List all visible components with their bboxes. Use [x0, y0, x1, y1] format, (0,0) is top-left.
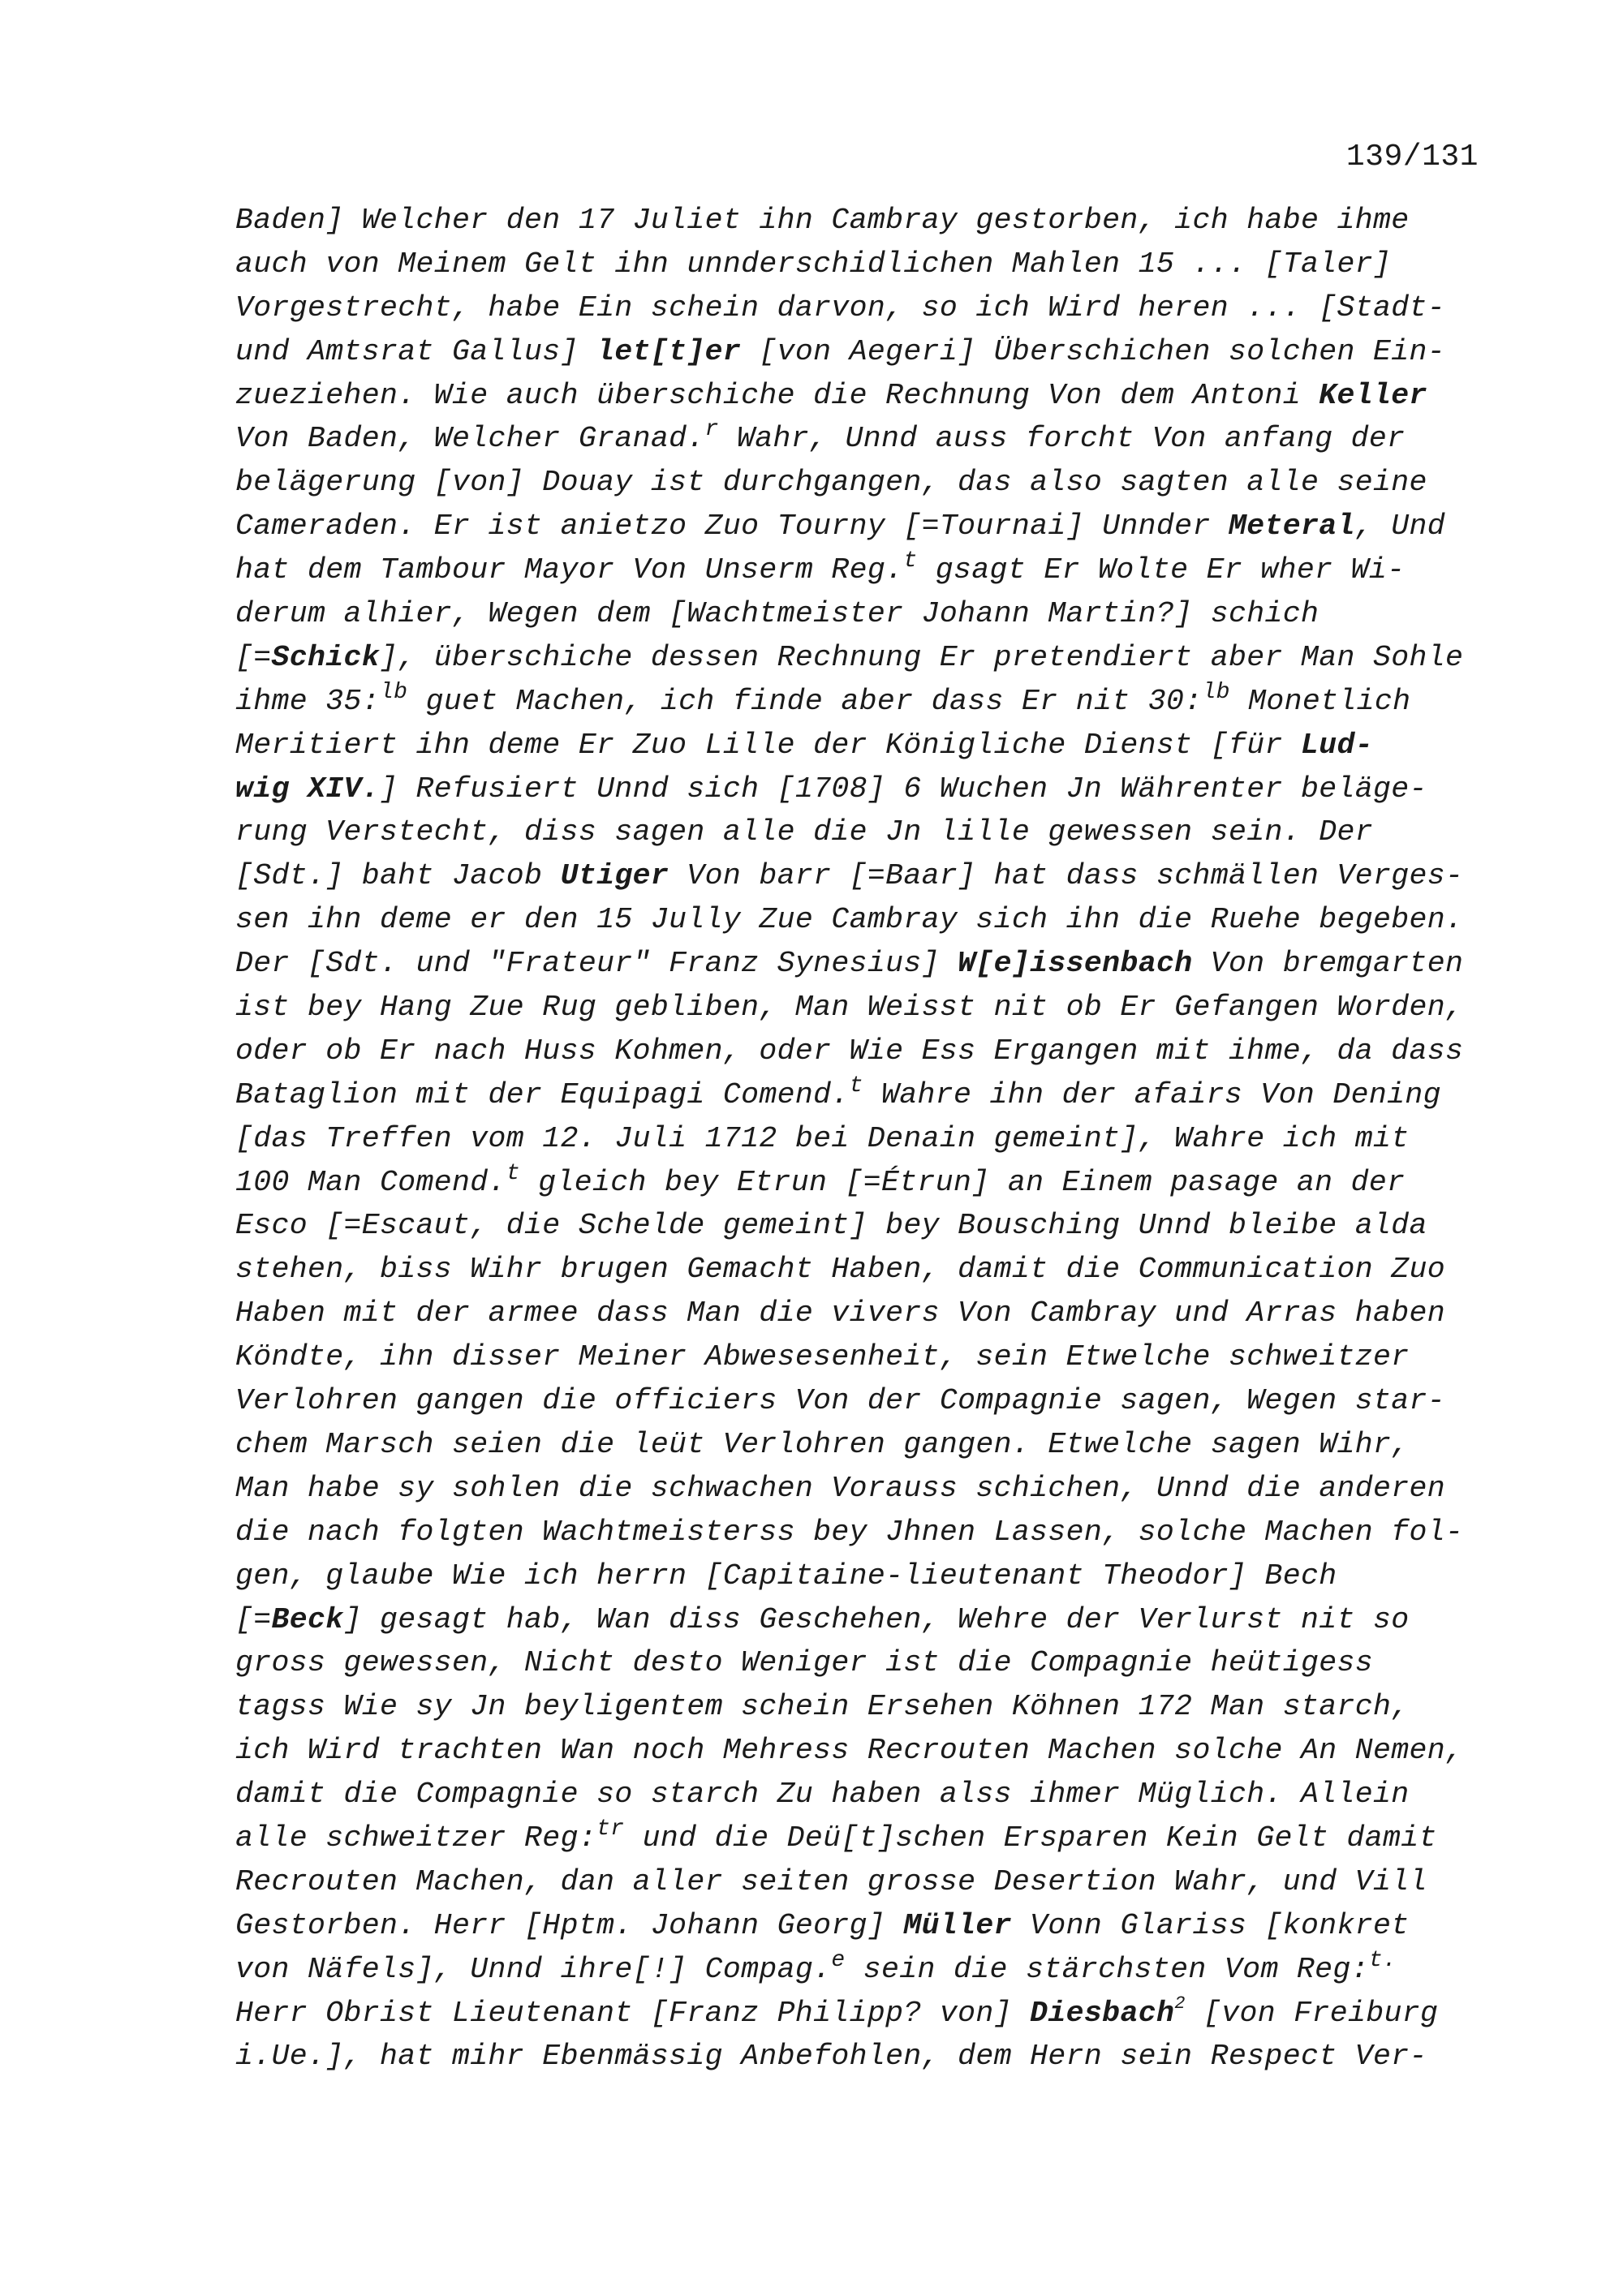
- text-run: chem Marsch seien die leüt Verlohren gangen. Etwelche sagen Wihr,: [235, 1427, 1410, 1461]
- superscript: t.: [1368, 1947, 1397, 1973]
- text-run: Köndte, ihn disser Meiner Abwesesenheit, sein Etwelche schweitzer: [235, 1340, 1410, 1374]
- text-line: [235, 942, 1501, 986]
- text-line: [235, 243, 1501, 286]
- text-line: [235, 854, 1501, 898]
- text-line: [235, 330, 1501, 374]
- text-line: [235, 1161, 1501, 1205]
- text-line: [235, 592, 1501, 636]
- text-run: gen, glaube Wie ich herrn [Capitaine-lieutenant Theodor] Bech: [235, 1559, 1337, 1593]
- bold-name: wig XIV.: [235, 772, 381, 806]
- text-run: [=: [235, 640, 272, 674]
- text-run: tagss Wie sy Jn beyligentem schein Ersehen Köhnen 172 Man starch,: [235, 1690, 1410, 1724]
- text-run: stehen, biss Wihr brugen Gemacht Haben, damit die Communication Zuo: [235, 1253, 1445, 1287]
- text-run: Vorgestrecht, habe Ein schein darvon, so ich Wird heren ... [Stadt-: [235, 290, 1445, 325]
- text-line: [235, 1948, 1501, 1992]
- text-line: [235, 1073, 1501, 1117]
- text-run: Gestorben. Herr [Hptm. Johann Georg]: [235, 1908, 904, 1942]
- text-line: [235, 505, 1501, 548]
- text-line: [235, 1992, 1501, 2036]
- text-line: [235, 1511, 1501, 1554]
- bold-name: Diesbach: [1030, 1996, 1175, 2030]
- text-run: gsagt Er Wolte Er wher Wi-: [917, 553, 1406, 587]
- text-run: gleich bey Etrun [=Étrun] an Einem pasage an der: [519, 1165, 1406, 1199]
- superscript: 2: [1174, 1993, 1186, 2014]
- text-run: rung Verstecht, diss sagen alle die Jn lille gewessen sein. Der: [235, 815, 1373, 849]
- text-run: zueziehen. Wie auch überschiche die Rechnung Von dem Antoni: [235, 378, 1319, 412]
- text-line: [235, 767, 1501, 811]
- text-run: Recrouten Machen, dan aller seiten grosse Desertion Wahr, und Vill: [235, 1864, 1427, 1898]
- text-run: , Und: [1354, 510, 1446, 544]
- bold-name: Schick: [271, 640, 381, 674]
- text-line: [235, 1423, 1501, 1467]
- text-run: Von barr [=Baar] hat dass schmällen Verges-: [669, 859, 1464, 893]
- text-run: Vonn Glariss [konkret: [1011, 1908, 1410, 1942]
- text-line: [235, 417, 1501, 461]
- text-run: [das Treffen vom 12. Juli 1712 bei Denain gemeint], Wahre ich mit: [235, 1121, 1410, 1155]
- text-line: [235, 1379, 1501, 1423]
- text-run: alle schweitzer Reg:: [235, 1821, 597, 1855]
- text-run: Man habe sy sohlen die schwachen Vorauss schichen, Unnd die anderen: [235, 1471, 1445, 1505]
- text-run: i.Ue.], hat mihr Ebenmässig Anbefohlen, dem Hern sein Respect Ver-: [235, 2040, 1427, 2074]
- text-run: damit die Compagnie so starch Zu haben alss ihmer Müglich. Allein: [235, 1778, 1410, 1812]
- text-run: Meritiert ihn deme Er Zuo Lille der Königliche Dienst [für: [235, 728, 1301, 762]
- text-run: ich Wird trachten Wan noch Mehress Recrouten Machen solche An Nemen,: [235, 1734, 1464, 1768]
- body-text: [235, 199, 1501, 2079]
- text-run: derum alhier, Wegen dem [Wachtmeister Johann Martin?] schich: [235, 597, 1319, 631]
- text-run: Monetlich: [1229, 684, 1411, 718]
- bold-name: Keller: [1319, 378, 1427, 412]
- text-line: [235, 548, 1501, 592]
- text-line: [235, 1641, 1501, 1685]
- text-run: ihme 35:: [235, 684, 381, 718]
- text-run: Cameraden. Er ist anietzo Zuo Tourny [=Tournai] Unnder: [235, 510, 1229, 544]
- text-run: [von Aegeri] Überschichen solchen Ein-: [741, 334, 1445, 368]
- text-line: [235, 1860, 1501, 1904]
- bold-name: Beck: [271, 1602, 344, 1636]
- text-run: Der [Sdt. und "Frateur" Franz Synesius]: [235, 947, 958, 981]
- bold-name: let[t]er: [596, 334, 742, 368]
- text-run: auch von Meinem Gelt ihn unnderschidlichen Mahlen 15 ... [Taler]: [235, 247, 1392, 281]
- text-run: ], überschiche dessen Rechnung Er pretendiert aber Man Sohle: [380, 640, 1464, 674]
- text-run: und Amtsrat Gallus]: [235, 334, 597, 368]
- text-run: [Sdt.] baht Jacob: [235, 859, 561, 893]
- text-line: [235, 1773, 1501, 1817]
- text-run: Baden] Welcher den 17 Juliet ihn Cambray gestorben, ich habe ihme: [235, 204, 1410, 237]
- text-run: ist bey Hang Zue Rug gebliben, Man Weisst nit ob Er Gefangen Worden,: [235, 991, 1464, 1025]
- text-line: [235, 1335, 1501, 1379]
- text-line: [235, 1817, 1501, 1860]
- text-line: [235, 1248, 1501, 1292]
- text-run: Bataglion mit der Equipagi Comend.: [235, 1077, 850, 1111]
- superscript: e: [831, 1947, 846, 1973]
- text-line: [235, 2035, 1501, 2079]
- text-run: hat dem Tambour Mayor Von Unserm Reg.: [235, 553, 904, 587]
- text-run: guet Machen, ich finde aber dass Er nit 30:: [407, 684, 1203, 718]
- text-line: [235, 199, 1501, 243]
- superscript: tr: [596, 1816, 625, 1842]
- superscript: t: [506, 1160, 520, 1186]
- text-line: [235, 986, 1501, 1030]
- text-run: ] Refusiert Unnd sich [1708] 6 Wuchen Jn Währenter beläge-: [380, 772, 1427, 806]
- text-line: [235, 1904, 1501, 1948]
- text-line: [235, 1729, 1501, 1773]
- text-run: 100 Man Comend.: [235, 1165, 506, 1199]
- text-run: belägerung [von] Douay ist durchgangen, das also sagten alle seine: [235, 466, 1427, 500]
- text-run: und die Deü[t]schen Ersparen Kein Gelt damit: [624, 1821, 1437, 1855]
- text-run: Verlohren gangen die officiers Von der Compagnie sagen, Wegen star-: [235, 1384, 1445, 1418]
- page-number: 139/131: [1345, 140, 1479, 174]
- text-line: [235, 724, 1501, 767]
- text-line: [235, 1598, 1501, 1642]
- text-run: sen ihn deme er den 15 Jully Zue Cambray sich ihn die Ruehe begeben.: [235, 903, 1464, 937]
- text-run: Herr Obrist Lieutenant [Franz Philipp? von]: [235, 1996, 1031, 2030]
- bold-name: Meteral: [1228, 510, 1355, 544]
- text-line: [235, 898, 1501, 942]
- text-run: [=: [235, 1602, 272, 1636]
- text-line: [235, 1685, 1501, 1729]
- superscript: lb: [1202, 679, 1230, 705]
- text-run: Wahre ihn der afairs Von Dening: [863, 1077, 1441, 1111]
- text-line: [235, 636, 1501, 680]
- text-line: [235, 461, 1501, 505]
- bold-name: Lud-: [1300, 728, 1373, 762]
- text-run: Esco [=Escaut, die Schelde gemeint] bey Bousching Unnd bleibe alda: [235, 1209, 1427, 1243]
- superscript: r: [704, 417, 719, 443]
- text-run: Wahr, Unnd auss forcht Von anfang der: [718, 422, 1406, 456]
- text-line: [235, 1554, 1501, 1598]
- text-run: ] gesagt hab, Wan diss Geschehen, Wehre der Verlurst nit so: [343, 1602, 1410, 1636]
- text-run: die nach folgten Wachtmeisterss bey Jhnen Lassen, solche Machen fol-: [235, 1515, 1464, 1549]
- text-line: [235, 1292, 1501, 1335]
- text-line: [235, 1204, 1501, 1248]
- text-run: von Näfels], Unnd ihre[!] Compag.: [235, 1952, 832, 1986]
- text-line: [235, 374, 1501, 418]
- text-run: sein die stärchsten Vom Reg:: [845, 1952, 1369, 1986]
- bold-name: Müller: [903, 1908, 1012, 1942]
- text-run: oder ob Er nach Huss Kohmen, oder Wie Ess Ergangen mit ihme, da dass: [235, 1034, 1464, 1068]
- text-run: gross gewessen, Nicht desto Weniger ist die Compagnie heütigess: [235, 1646, 1373, 1680]
- bold-name: Utiger: [560, 859, 669, 893]
- text-line: [235, 1117, 1501, 1161]
- text-run: Haben mit der armee dass Man die vivers Von Cambray und Arras haben: [235, 1296, 1445, 1331]
- superscript: t: [903, 548, 918, 574]
- text-run: [von Freiburg: [1185, 1996, 1439, 2030]
- text-line: [235, 286, 1501, 330]
- text-line: [235, 1467, 1501, 1511]
- text-run: Von bremgarten: [1192, 947, 1464, 981]
- superscript: lb: [380, 679, 408, 705]
- text-line: [235, 1030, 1501, 1073]
- text-line: [235, 810, 1501, 854]
- superscript: t: [849, 1073, 863, 1099]
- text-run: Von Baden, Welcher Granad.: [235, 422, 705, 456]
- bold-name: W[e]issenbach: [958, 947, 1193, 981]
- text-line: [235, 680, 1501, 724]
